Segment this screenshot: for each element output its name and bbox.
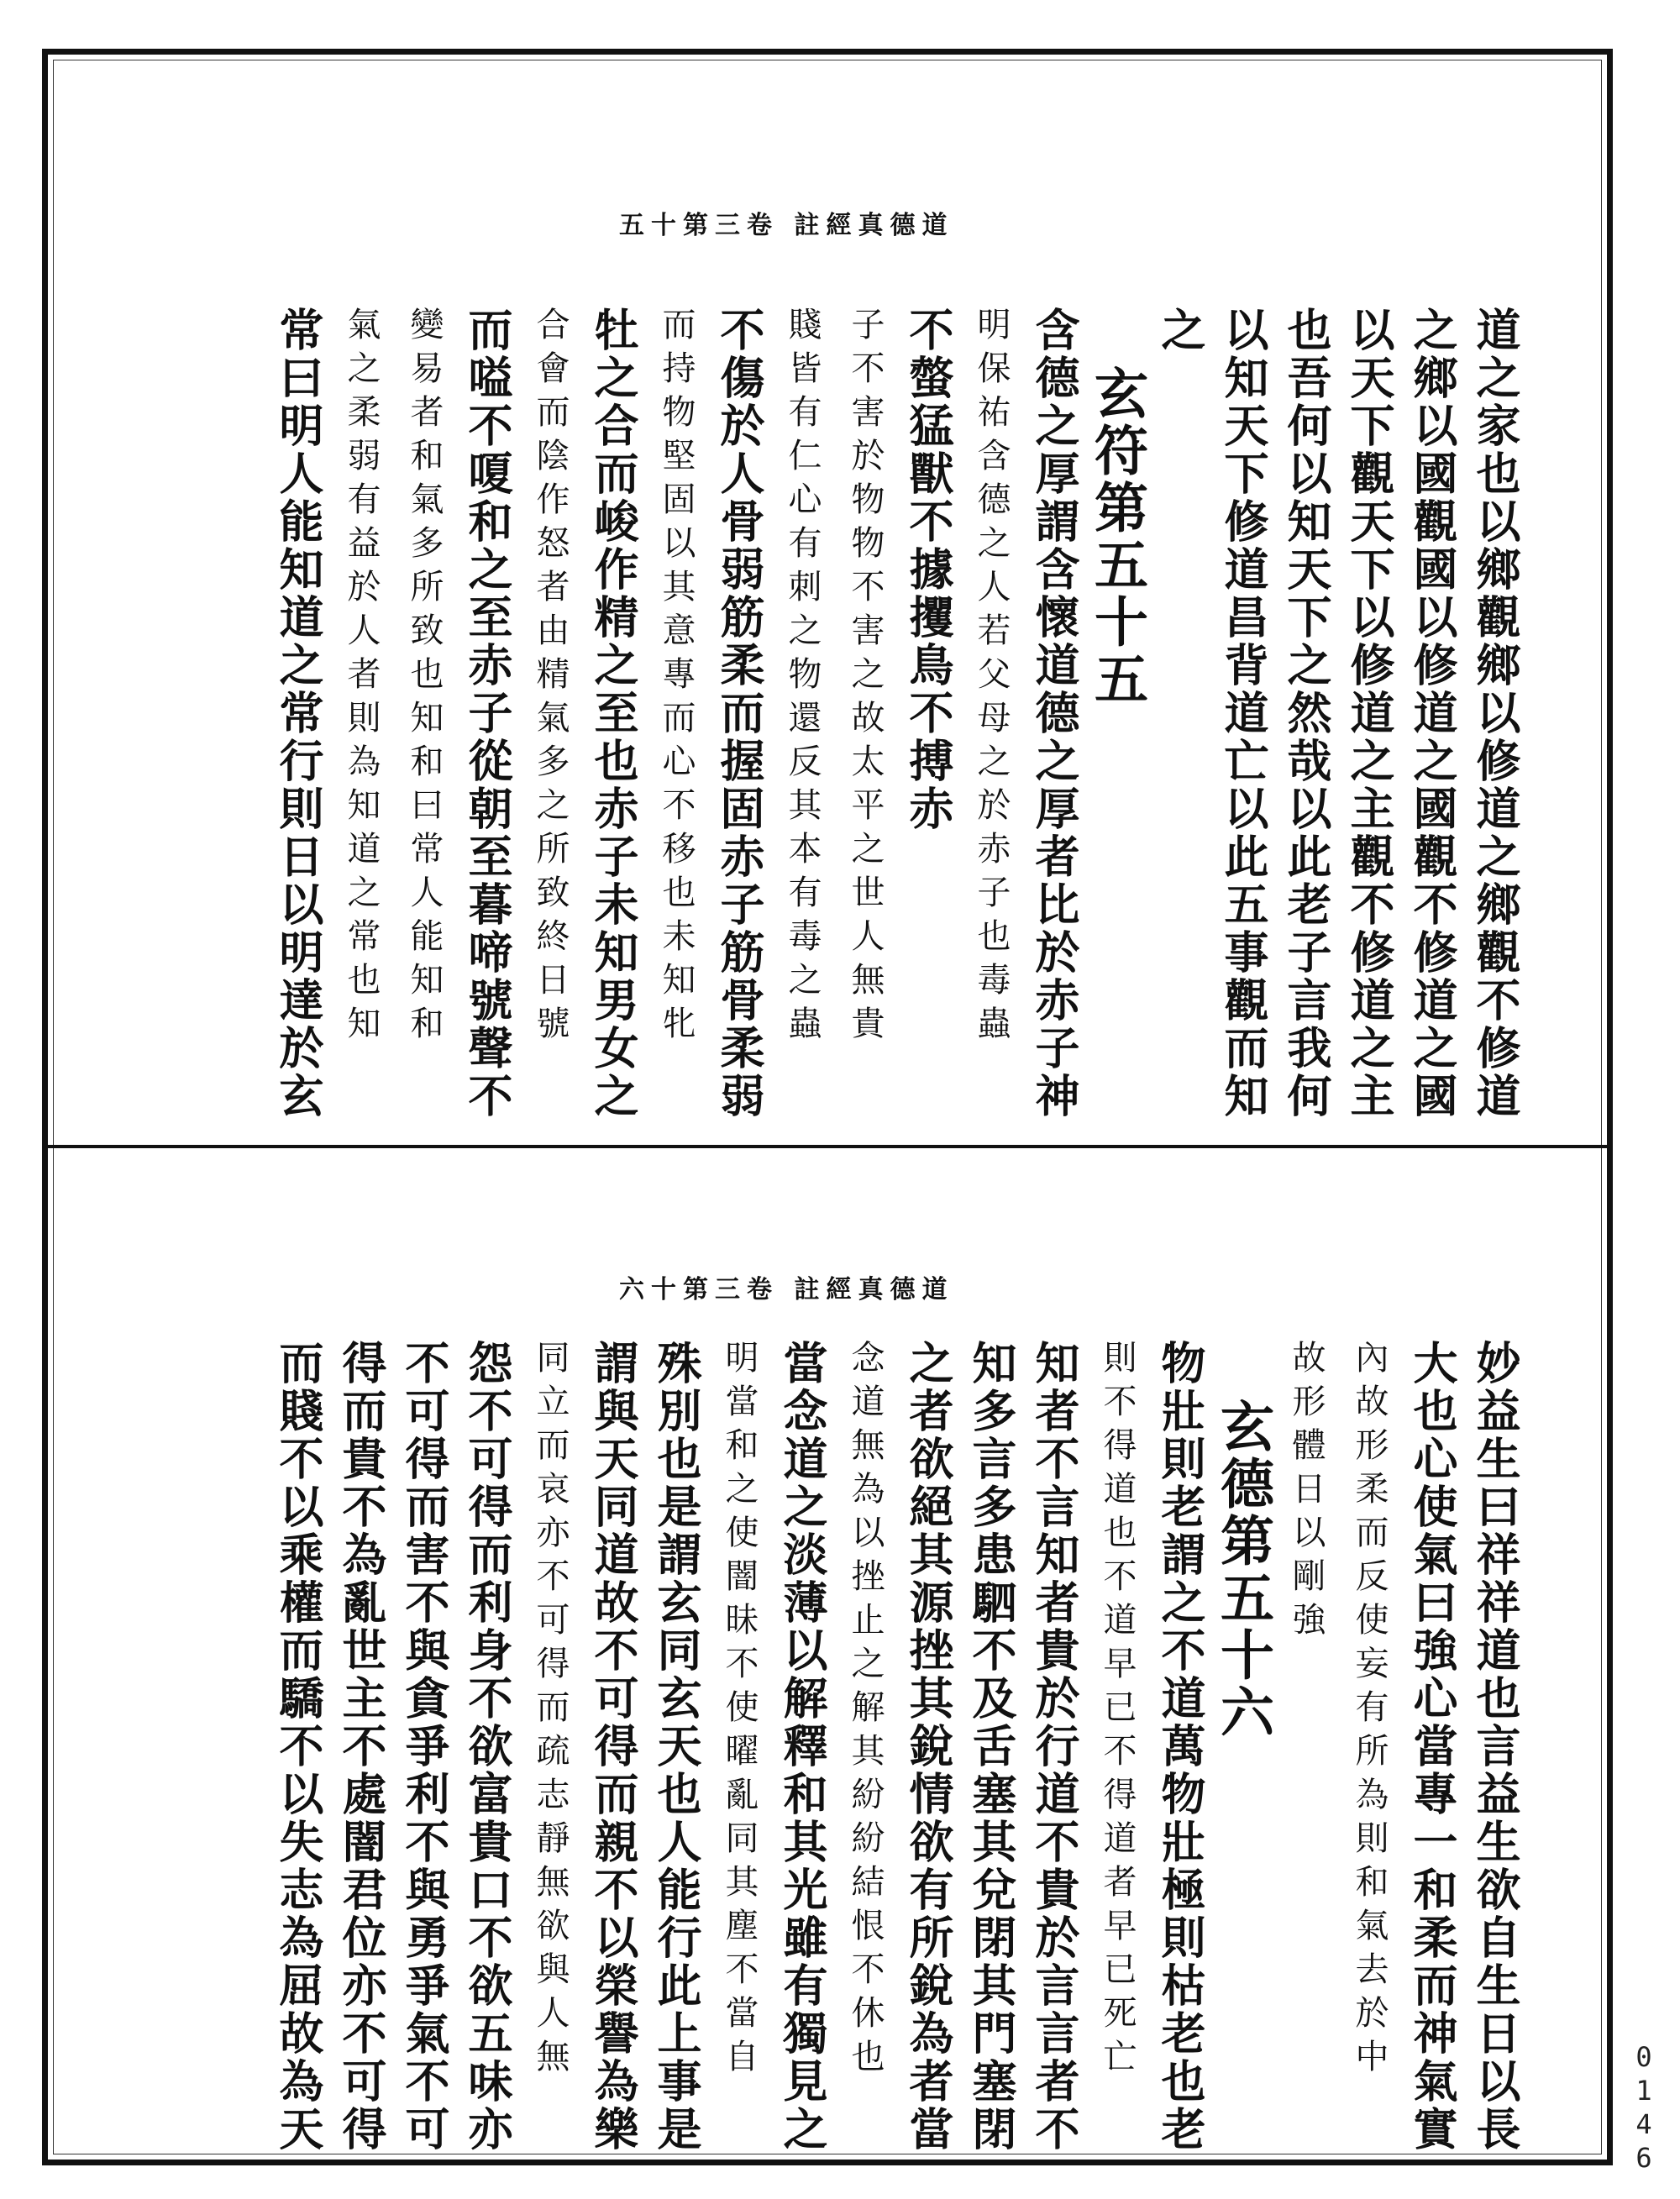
top-running-header: 道德真經註 卷三第十五 — [619, 211, 954, 240]
page-number: 0146 — [1628, 2041, 1660, 2175]
text-column: 以知天下修道昌背道亡以此五事觀而知 — [1217, 307, 1269, 1120]
text-column: 當念道之淡薄以解釋和其光雖有獨見之 — [776, 1340, 828, 2154]
top-text-columns — [270, 307, 1523, 1130]
commentary-column: 故形體日以剛強 — [1287, 1340, 1326, 1645]
bottom-panel — [48, 1147, 1607, 2163]
text-column: 不螫猛獸不據攫鳥不搏赤 — [902, 307, 954, 833]
page-frame — [42, 49, 1613, 2165]
text-column: 不可得而害不與貪爭利不與勇爭氣不可 — [398, 1340, 450, 2154]
text-column: 之 — [1154, 307, 1206, 354]
commentary-column: 內故形柔而反使妄有所為則和氣去於中 — [1350, 1340, 1389, 2082]
commentary-column: 而持物堅固以其意專而心不移也未知牝 — [657, 307, 696, 1049]
top-panel — [48, 55, 1607, 1147]
bottom-running-header: 道德真經註 卷三第十六 — [619, 1275, 954, 1304]
text-column: 以天下觀天下以修道之主觀不修道之主 — [1343, 307, 1395, 1120]
text-column: 謂與天同道故不可得而親不以榮譽為樂 — [587, 1340, 639, 2154]
text-column: 妙益生曰祥祥道也言益生欲自生日以長 — [1469, 1340, 1521, 2154]
text-column: 道之家也以鄉觀鄉以修道之鄉觀不修道 — [1469, 307, 1521, 1120]
text-column: 常曰明人能知道之常行則日以明達於玄 — [272, 307, 324, 1120]
text-column: 得而貴不為亂世主不處闇君位亦不可得 — [335, 1340, 387, 2154]
text-column: 而嗌不嗄和之至赤子從朝至暮啼號聲不 — [461, 307, 513, 1120]
text-column: 牡之合而峻作精之至也赤子未知男女之 — [587, 307, 639, 1120]
text-column: 也吾何以知天下之然哉以此老子言我何 — [1280, 307, 1332, 1120]
commentary-column: 賤皆有仁心有刺之物還反其本有毒之蟲 — [783, 307, 822, 1049]
commentary-column: 念道無為以挫止之解其紛紛結恨不休也 — [846, 1340, 885, 2082]
text-column: 物壯則老謂之不道萬物壯極則枯老也老 — [1154, 1340, 1206, 2154]
text-column: 殊別也是謂玄同玄天也人能行此上事是 — [650, 1340, 702, 2154]
text-column: 怨不可得而利身不欲富貴口不欲五味亦 — [461, 1340, 513, 2154]
commentary-column: 同立而哀亦不可得而疏志靜無欲與人無 — [531, 1340, 570, 2082]
text-column: 不傷於人骨弱筋柔而握固赤子筋骨柔弱 — [713, 307, 765, 1120]
text-column: 知多言多患駟不及舌塞其兌閉其門塞閉 — [965, 1340, 1017, 2154]
text-column: 含德之厚謂含懷道德之厚者比於赤子神 — [1028, 307, 1080, 1120]
text-column: 之者欲絕其源挫其銳情欲有所銳為者當 — [902, 1340, 954, 2154]
chapter-title: 玄符第五十五 — [1085, 365, 1148, 708]
commentary-column: 則不得道也不道早已不得道者早已死亡 — [1098, 1340, 1137, 2082]
commentary-column: 明當和之使闇昧不使曜亂同其塵不當自 — [720, 1340, 759, 2082]
chapter-title: 玄德第五十六 — [1211, 1399, 1274, 1741]
text-column: 大也心使氣曰強心當專一和柔而神氣實 — [1406, 1340, 1458, 2154]
text-column: 之鄉以國觀國以修道之國觀不修道之國 — [1406, 307, 1458, 1120]
commentary-column: 子不害於物物不害之故太平之世人無貴 — [846, 307, 885, 1049]
text-column: 而賤不以乘權而驕不以失志為屈故為天 — [272, 1340, 324, 2154]
bottom-text-columns — [270, 1340, 1523, 2154]
commentary-column: 變易者和氣多所致也知和曰常人能知和 — [405, 307, 444, 1049]
commentary-column: 明保祐含德之人若父母之於赤子也毒蟲 — [972, 307, 1011, 1049]
commentary-column: 合會而陰作怒者由精氣多之所致終日號 — [531, 307, 570, 1049]
commentary-column: 氣之柔弱有益於人者則為知道之常也知 — [342, 307, 381, 1049]
text-column: 知者不言知者貴於行道不貴於言言者不 — [1028, 1340, 1080, 2154]
